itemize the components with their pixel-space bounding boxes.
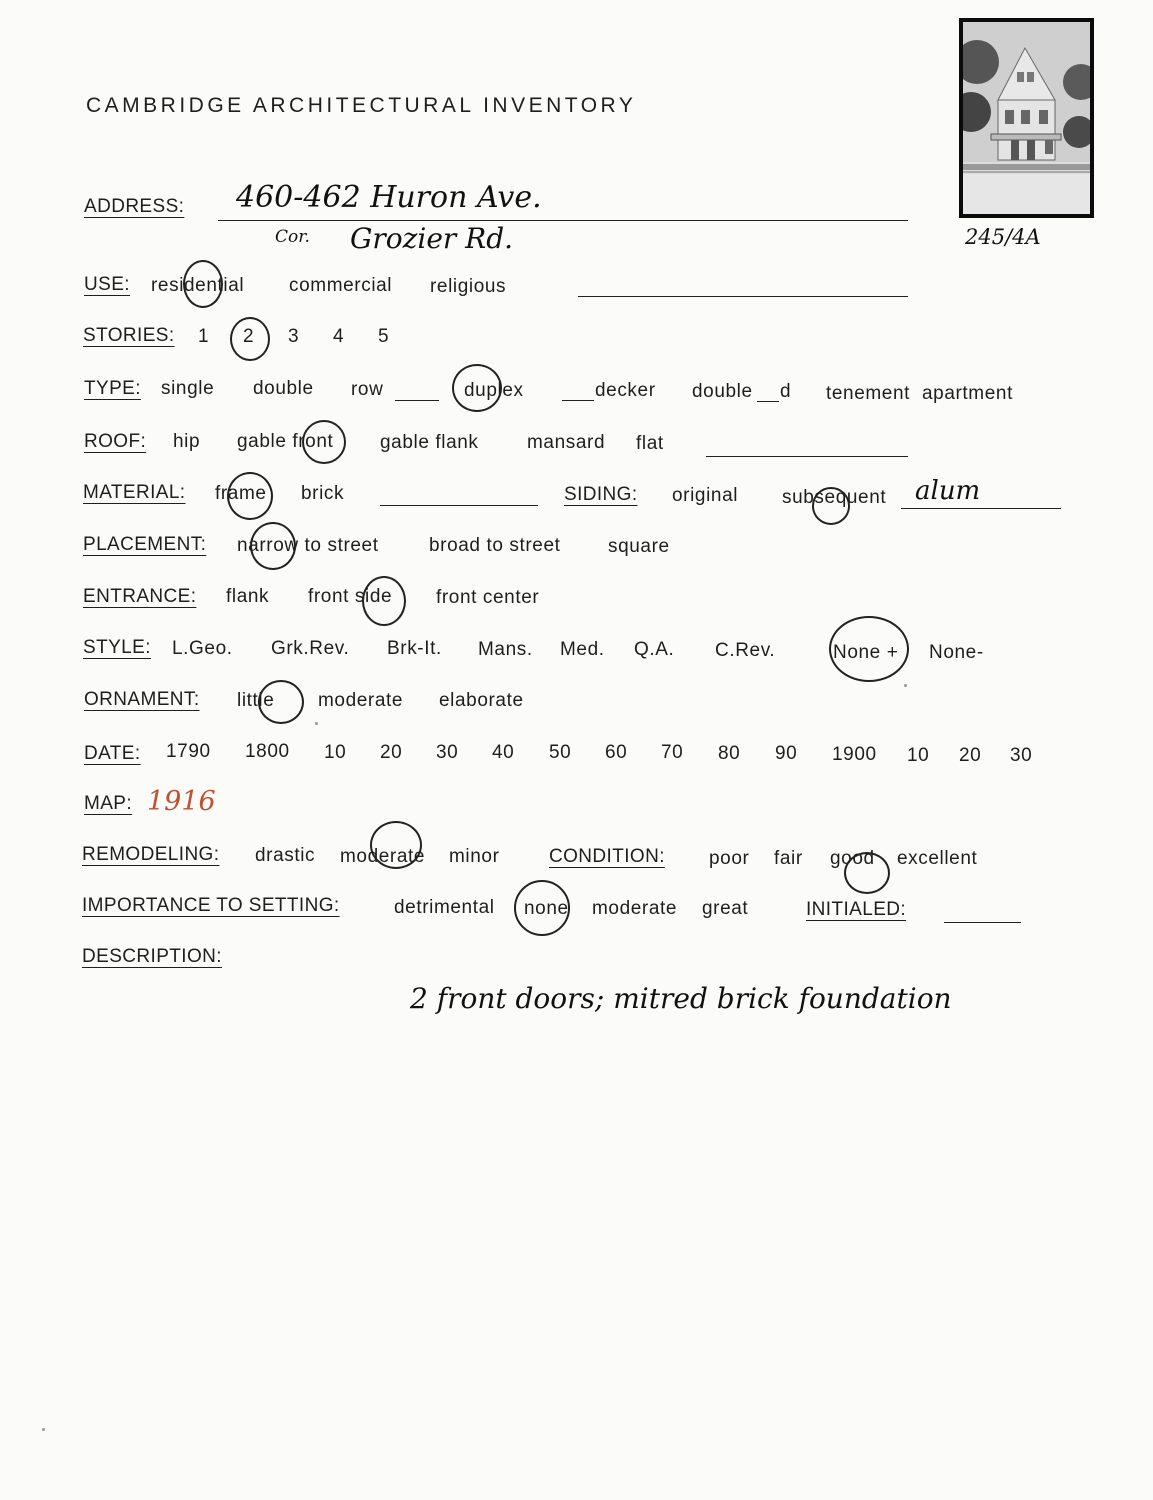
stories-label: STORIES: <box>83 325 175 346</box>
description-text[interactable]: 2 front doors; mitred brick foundation <box>410 982 952 1015</box>
material-other-line <box>380 505 538 506</box>
placement-option-broad[interactable]: broad to street <box>429 535 561 556</box>
placement-option-square[interactable]: square <box>608 536 670 557</box>
roof-option-gable-front[interactable]: gable front <box>237 431 334 452</box>
condition-option-poor[interactable]: poor <box>709 848 750 869</box>
address-label: ADDRESS: <box>84 196 185 217</box>
type-option-d-suffix: d <box>780 381 792 402</box>
remodeling-selection-circle <box>370 821 422 869</box>
stories-option-1[interactable]: 1 <box>198 326 210 347</box>
siding-label: SIDING: <box>564 484 638 505</box>
type-option-single[interactable]: single <box>161 378 215 399</box>
address-corner-prefix: Cor. <box>275 227 310 247</box>
type-option-tenement[interactable]: tenement <box>826 383 911 404</box>
stories-option-4[interactable]: 4 <box>333 326 345 347</box>
use-option-religious[interactable]: religious <box>430 276 507 297</box>
style-option-grkrev[interactable]: Grk.Rev. <box>271 638 350 659</box>
house-photo <box>959 18 1094 218</box>
siding-option-subsequent[interactable]: subsequent <box>782 487 887 508</box>
condition-option-excellent[interactable]: excellent <box>897 848 978 869</box>
type-option-decker[interactable]: decker <box>595 380 656 401</box>
siding-selection-circle <box>812 487 850 525</box>
map-year[interactable]: 1916 <box>147 786 216 817</box>
form-title: CAMBRIDGE ARCHITECTURAL INVENTORY <box>86 94 637 117</box>
scan-speck <box>904 684 907 687</box>
entrance-option-front-center[interactable]: front center <box>436 587 540 608</box>
roof-selection-circle <box>302 420 346 464</box>
type-blank-1 <box>395 400 439 401</box>
date-option-1810[interactable]: 10 <box>324 742 347 763</box>
date-option-1930[interactable]: 30 <box>1010 745 1033 766</box>
entrance-option-flank[interactable]: flank <box>226 586 270 607</box>
date-label: DATE: <box>84 743 141 764</box>
placement-selection-circle <box>250 522 296 570</box>
importance-option-detrimental[interactable]: detrimental <box>394 897 495 918</box>
address-line1[interactable]: 460-462 Huron Ave. <box>236 180 542 215</box>
remodeling-option-drastic[interactable]: drastic <box>255 845 316 866</box>
style-option-med[interactable]: Med. <box>560 639 605 660</box>
condition-selection-circle <box>844 852 890 894</box>
placement-label: PLACEMENT: <box>83 534 207 555</box>
address-underline <box>218 220 908 221</box>
ornament-option-little[interactable]: little <box>237 690 275 711</box>
ornament-option-moderate[interactable]: moderate <box>318 690 404 711</box>
remodeling-label: REMODELING: <box>82 844 220 865</box>
entrance-option-front-side[interactable]: front side <box>308 586 393 607</box>
siding-option-original[interactable]: original <box>672 485 739 506</box>
ornament-option-elaborate[interactable]: elaborate <box>439 690 524 711</box>
style-option-mans[interactable]: Mans. <box>478 639 533 660</box>
siding-other-line <box>901 508 1061 509</box>
date-option-1920[interactable]: 20 <box>959 745 982 766</box>
stories-option-2[interactable]: 2 <box>243 326 255 347</box>
scan-speck <box>315 722 318 725</box>
use-label: USE: <box>84 274 130 295</box>
type-selection-circle <box>452 364 502 412</box>
remodeling-option-minor[interactable]: minor <box>449 846 500 867</box>
ornament-label: ORNAMENT: <box>84 689 200 710</box>
date-option-1830[interactable]: 30 <box>436 742 459 763</box>
roof-option-flat[interactable]: flat <box>636 433 664 454</box>
type-option-apartment[interactable]: apartment <box>922 383 1013 404</box>
type-option-double-d[interactable]: double <box>692 381 753 402</box>
condition-option-fair[interactable]: fair <box>774 848 803 869</box>
date-option-1790[interactable]: 1790 <box>166 741 211 762</box>
style-option-brkit[interactable]: Brk-It. <box>387 638 442 659</box>
type-option-double[interactable]: double <box>253 378 314 399</box>
style-option-lgeo[interactable]: L.Geo. <box>172 638 233 659</box>
roof-option-mansard[interactable]: mansard <box>527 432 606 453</box>
entrance-label: ENTRANCE: <box>83 586 197 607</box>
material-selection-circle <box>227 472 273 520</box>
type-label: TYPE: <box>84 378 141 399</box>
type-blank-3 <box>757 401 779 402</box>
roof-option-hip[interactable]: hip <box>173 431 201 452</box>
type-option-row[interactable]: row <box>351 379 384 400</box>
stories-option-5[interactable]: 5 <box>378 326 390 347</box>
style-option-qa[interactable]: Q.A. <box>634 639 675 660</box>
style-label: STYLE: <box>83 637 151 658</box>
use-option-residential[interactable]: residential <box>151 275 245 296</box>
date-option-1880[interactable]: 80 <box>718 743 741 764</box>
importance-label: IMPORTANCE TO SETTING: <box>82 895 340 916</box>
style-selection-circle <box>829 616 909 682</box>
date-option-1900[interactable]: 1900 <box>832 744 877 765</box>
roof-other-line <box>706 456 908 457</box>
date-option-1870[interactable]: 70 <box>661 742 684 763</box>
material-label: MATERIAL: <box>83 482 186 503</box>
type-option-duplex[interactable]: duplex <box>464 380 524 401</box>
type-blank-2 <box>562 400 594 401</box>
condition-label: CONDITION: <box>549 846 665 867</box>
roof-option-gable-flank[interactable]: gable flank <box>380 432 479 453</box>
use-other-line <box>578 296 908 297</box>
stories-option-3[interactable]: 3 <box>288 326 300 347</box>
entrance-selection-circle <box>362 576 406 626</box>
initialed-label: INITIALED: <box>806 899 907 920</box>
date-option-1860[interactable]: 60 <box>605 742 628 763</box>
photo-reference: 245/4A <box>965 225 1041 249</box>
importance-option-none[interactable]: none <box>524 898 569 919</box>
placement-option-narrow[interactable]: narrow to street <box>237 535 379 556</box>
importance-selection-circle <box>514 880 570 936</box>
roof-label: ROOF: <box>84 431 147 452</box>
ornament-selection-circle <box>258 680 304 724</box>
map-label: MAP: <box>84 793 133 814</box>
date-option-1820[interactable]: 20 <box>380 742 403 763</box>
date-option-1850[interactable]: 50 <box>549 742 572 763</box>
style-option-crev[interactable]: C.Rev. <box>715 640 776 661</box>
importance-option-moderate[interactable]: moderate <box>592 898 678 919</box>
description-label: DESCRIPTION: <box>82 946 222 967</box>
date-option-1800[interactable]: 1800 <box>245 741 290 762</box>
material-option-frame[interactable]: frame <box>215 483 267 504</box>
style-option-none-plus[interactable]: None + <box>833 642 899 663</box>
material-option-brick[interactable]: brick <box>301 483 345 504</box>
address-line2[interactable]: Grozier Rd. <box>350 222 514 255</box>
use-option-commercial[interactable]: commercial <box>289 275 393 296</box>
date-option-1910[interactable]: 10 <box>907 745 930 766</box>
scan-speck <box>42 1428 45 1431</box>
importance-option-great[interactable]: great <box>702 898 749 919</box>
stories-selection-circle <box>230 317 270 361</box>
use-selection-circle <box>183 260 223 308</box>
siding-note[interactable]: alum <box>915 476 981 506</box>
date-option-1890[interactable]: 90 <box>775 743 798 764</box>
style-option-none-minus[interactable]: None- <box>929 642 984 663</box>
remodeling-option-moderate[interactable]: moderate <box>340 846 426 867</box>
initialed-line[interactable] <box>944 922 1021 923</box>
date-option-1840[interactable]: 40 <box>492 742 515 763</box>
condition-option-good[interactable]: good <box>830 848 875 869</box>
